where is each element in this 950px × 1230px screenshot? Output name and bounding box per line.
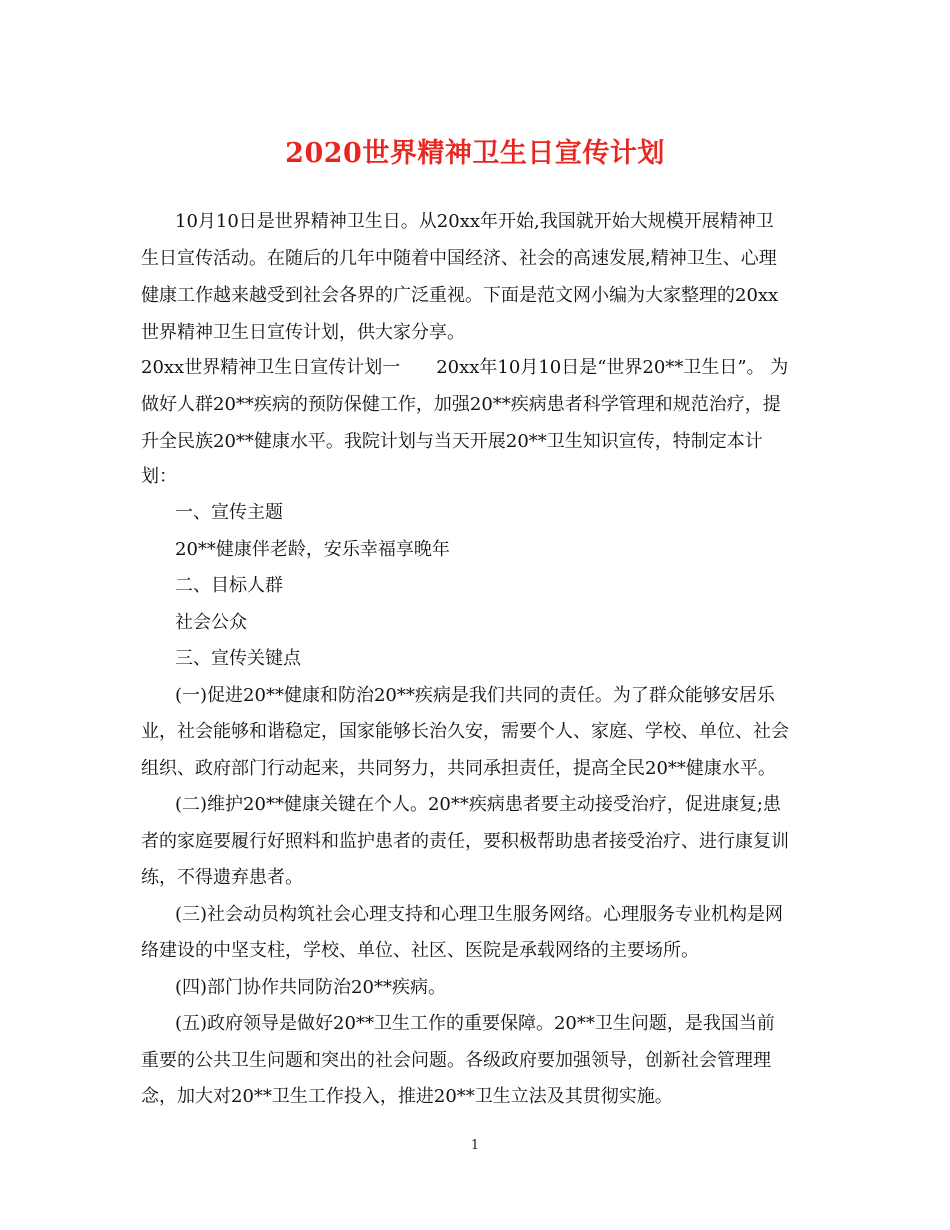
document-title: 2020世界精神卫生日宣传计划 (285, 138, 665, 169)
section-heading: 三、宣传关键点 (175, 648, 301, 669)
paragraph-line: 练，不得遗弃患者。 (141, 867, 303, 888)
paragraph-line: 20**健康伴老龄，安乐幸福享晚年 (175, 539, 450, 560)
paragraph-line: 念，加大对20**卫生工作投入，推进20**卫生立法及其贯彻实施。 (141, 1086, 673, 1107)
paragraph-line: (四)部门协作共同防治20**疾病。 (175, 977, 446, 998)
section-heading: 二、目标人群 (175, 575, 283, 596)
paragraph-line: 世界精神卫生日宣传计划，供大家分享。 (141, 322, 465, 343)
paragraph-line: 划： (141, 466, 177, 487)
paragraph-line: (三)社会动员构筑社会心理支持和心理卫生服务网络。心理服务专业机构是网 (175, 904, 784, 925)
paragraph-line: (五)政府领导是做好20**卫生工作的重要保障。20**卫生问题，是我国当前 (175, 1013, 775, 1034)
paragraph-line: 组织、政府部门行动起来，共同努力，共同承担责任，提高全民20**健康水平。 (141, 758, 776, 779)
paragraph-line: 者的家庭要履行好照料和监护患者的责任，要积极帮助患者接受治疗、进行康复训 (141, 831, 789, 852)
paragraph-line: 络建设的中坚支柱，学校、单位、社区、医院是承载网络的主要场所。 (141, 940, 699, 961)
section-heading: 一、宣传主题 (175, 502, 283, 523)
paragraph-line: 做好人群20**疾病的预防保健工作，加强20**疾病患者科学管理和规范治疗，提 (141, 394, 781, 415)
paragraph-line: 健康工作越来越受到社会各界的广泛重视。下面是范文网小编为大家整理的20xx (141, 285, 779, 306)
paragraph-line: (二)维护20**健康关键在个人。20**疾病患者要主动接受治疗，促进康复;患 (175, 794, 781, 815)
paragraph-line: 社会公众 (175, 612, 247, 633)
paragraph-line: (一)促进20**健康和防治20**疾病是我们共同的责任。为了群众能够安居乐 (175, 685, 775, 706)
page-number: 1 (470, 1138, 480, 1153)
paragraph-line: 10月10日是世界精神卫生日。从20xx年开始,我国就开始大规模开展精神卫 (175, 211, 774, 232)
paragraph-line: 升全民族20**健康水平。我院计划与当天开展20**卫生知识宣传，特制定本计 (141, 431, 763, 452)
paragraph-line: 重要的公共卫生问题和突出的社会问题。各级政府要加强领导，创新社会管理理 (141, 1050, 771, 1071)
paragraph-line: 业，社会能够和谐稳定，国家能够长治久安，需要个人、家庭、学校、单位、社会 (141, 721, 789, 742)
paragraph-line: 20xx世界精神卫生日宣传计划一 20xx年10月10日是“世界20**卫生日”。 为 (141, 357, 789, 378)
paragraph-line: 生日宣传活动。在随后的几年中随着中国经济、社会的高速发展,精神卫生、心理 (141, 248, 777, 269)
